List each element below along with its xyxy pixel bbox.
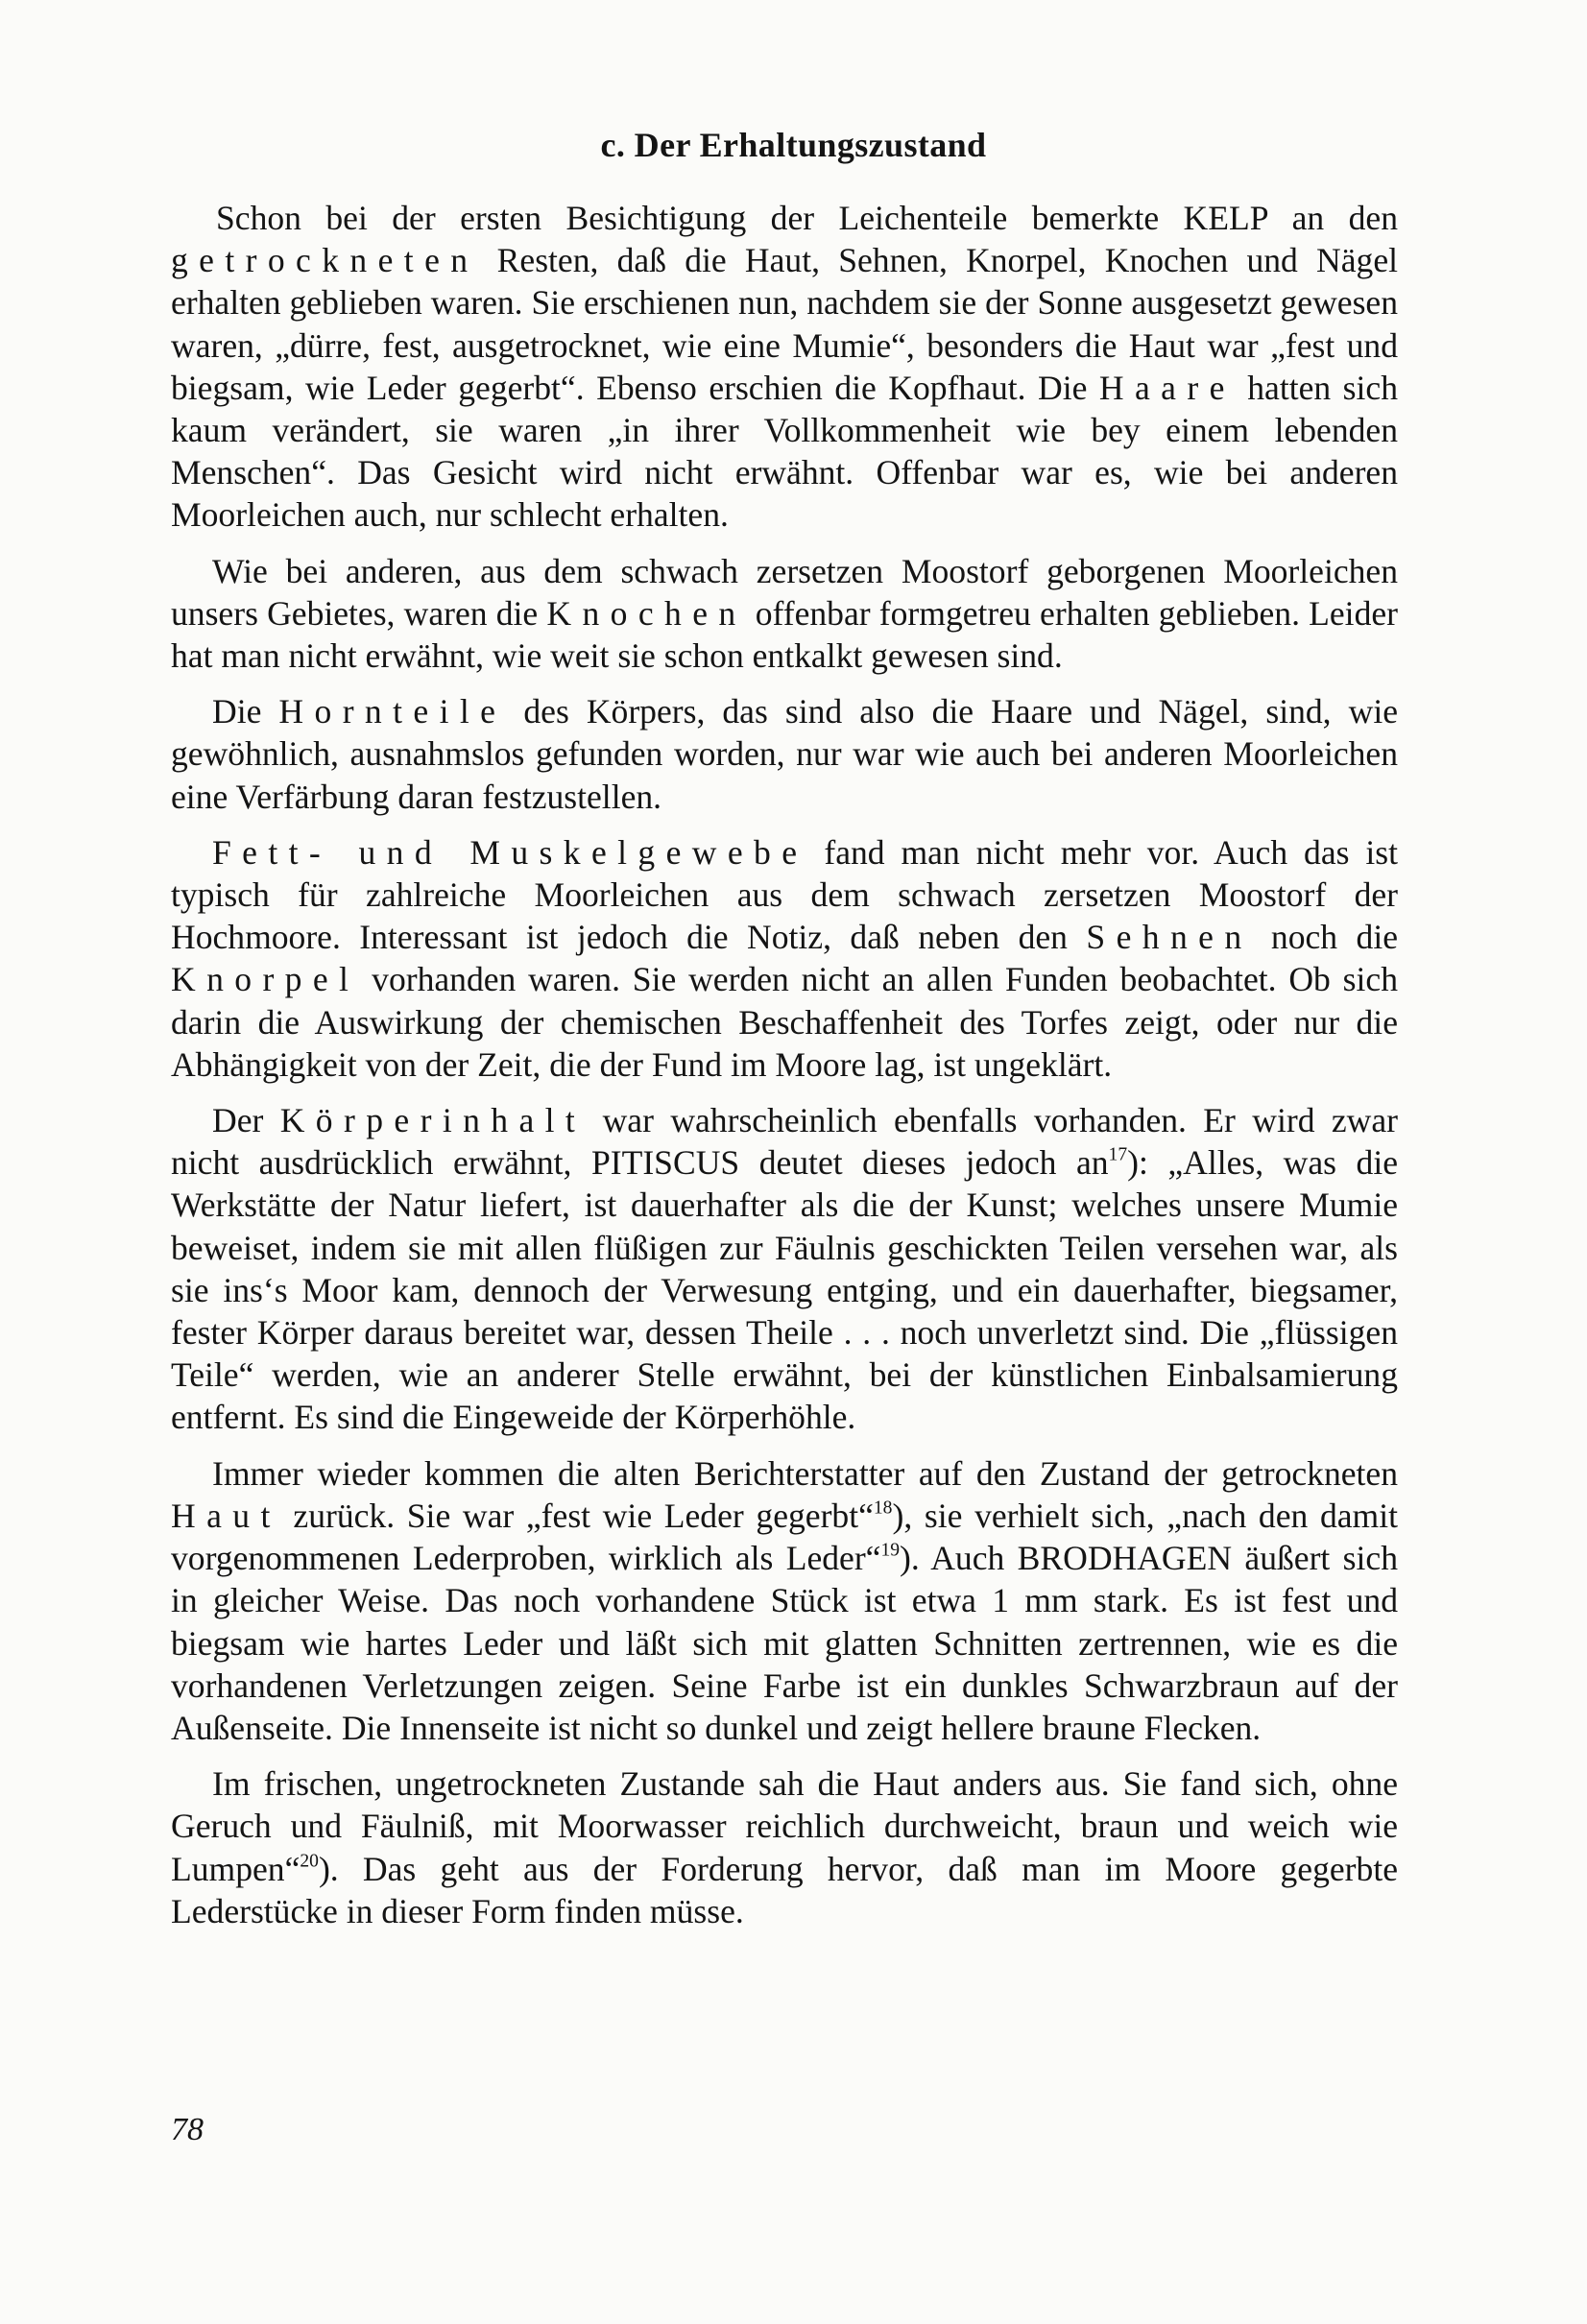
paragraph — [171, 690, 1398, 818]
page-number: 78 — [171, 2112, 204, 2147]
text-run: Der — [212, 1101, 280, 1140]
text-run: Resten, daß die Haut, Sehnen, Knorpel, Knochen und Nägel erhalten geblieben waren. Sie erschienen nun, nachdem sie der Sonne ausgesetzt gewesen waren, „dürre, fest, ausgetrocknet, wie eine Mumie“, besonders die Haut war „fest und biegsam, wie Leder gegerbt“. Ebenso erschien die Kopfhaut. Die — [171, 241, 1398, 407]
emphasized-term: Knorpel — [171, 960, 360, 999]
emphasized-term: Knochen — [546, 593, 747, 633]
text-run: ). Das geht aus der Forderung hervor, daß man im Moore gegerbte Lederstücke in dieser Form finden müsse. — [171, 1849, 1398, 1930]
footnote-marker: 17 — [1108, 1144, 1128, 1165]
emphasized-term: Hornteile — [278, 692, 507, 731]
footnote-marker: 18 — [873, 1497, 893, 1519]
text-run: Immer wieder kommen die alten Berichterstatter auf den Zustand der getrockneten — [212, 1453, 1398, 1493]
emphasized-term: Fett- und Muskelgewebe — [212, 832, 808, 872]
emphasized-term: Haare — [1098, 368, 1236, 407]
text-run: des Körpers, das sind also die Haare und Nägel, sind, wie gewöhnlich, ausnahmslos gefunden worden, nur war wie auch bei anderen Moorleichen eine Verfärbung daran festzustellen. — [171, 692, 1398, 816]
emphasized-term: getrockneten — [171, 241, 479, 280]
text-run: ). Auch BRODHAGEN äußert sich in gleicher Weise. Das noch vorhandene Stück ist etwa 1 mm stark. Es ist fest und biegsam wie hartes Leder und läßt sich mit glatten Schnitten zertrennen, wie es die vorhandenen Verletzungen zeigen. Seine Farbe ist ein dunkles Schwarzbraun auf der Außenseite. Die Innenseite ist nicht so dunkel und zeigt hellere braune Flecken. — [171, 1539, 1398, 1747]
text-run: Schon bei der ersten Besichtigung der Leichenteile bemerkte KELP an den — [216, 199, 1398, 237]
paragraph — [171, 1452, 1398, 1749]
paragraph — [171, 550, 1398, 678]
section-heading: c. Der Erhaltungszustand — [600, 126, 987, 164]
text-run: war wahrscheinlich ebenfalls vorhanden. Er wird zwar nicht ausdrücklich erwähnt, PITISCUS deutet dieses jedoch an — [171, 1101, 1398, 1183]
body-text — [171, 197, 1398, 1946]
text-run: ), sie verhielt sich, „nach den damit vorgenommenen Lederproben, wirklich als Leder“ — [171, 1496, 1398, 1578]
text-run: vorhanden waren. Sie werden nicht an allen Funden beobachtet. Ob sich darin die Auswirkung der chemischen Beschaffenheit des Torfes zeigt, oder nur die Abhängigkeit von der Zeit, die der Fund im Moore lag, ist ungeklärt. — [171, 960, 1398, 1084]
emphasized-term: Haut — [171, 1496, 281, 1535]
emphasized-term: Sehnen — [1086, 918, 1253, 957]
text-run: fand man nicht mehr vor. Auch das ist typisch für zahlreiche Moorleichen aus dem schwach zersetzen Moostorf der Hochmoore. Interessant ist jedoch die Notiz, daß neben den — [171, 832, 1398, 957]
text-run: offenbar formgetreu erhalten geblieben. Leider hat man nicht erwähnt, wie weit sie schon entkalkt gewesen sind. — [171, 593, 1398, 676]
text-run: Die — [212, 692, 279, 731]
paragraph — [171, 197, 1398, 537]
paragraph — [171, 1762, 1398, 1932]
text-run: Im frischen, ungetrockneten Zustande sah die Haut anders aus. Sie fand sich, ohne Geruch und Fäulniß, mit Moorwasser reichlich durchweicht, braun und weich wie Lumpen“ — [171, 1764, 1398, 1888]
text-run: hatten sich kaum verändert, sie waren „in ihrer Vollkommenheit wie bey einem lebenden Menschen“. Das Gesicht wird nicht erwähnt. Offenbar war es, wie bei anderen Moorleichen auch, nur schlecht erhalten. — [171, 368, 1398, 535]
footnote-marker: 20 — [300, 1850, 319, 1871]
emphasized-term: Körperinhalt — [279, 1101, 587, 1140]
text-run: Wie bei anderen, aus dem schwach zersetzen Moostorf geborgenen Moorleichen unsers Gebietes, waren die — [171, 551, 1398, 633]
paragraph — [171, 831, 1398, 1086]
footnote-marker: 19 — [880, 1540, 901, 1561]
paragraph — [171, 1099, 1398, 1439]
text-run: ): „Alles, was die Werkstätte der Natur liefert, ist dauerhafter als die der Kunst; welches unsere Mumie beweiset, indem sie mit allen flüßigen zur Fäulnis geschickten Teilen versehen war, als sie ins‘s Moor kam, dennoch der Verwesung entging, und ein dauerhafter, biegsamer, fester Körper daraus bereitet war, dessen Theile . . . noch unverletzt sind. Die „flüssigen Teile“ werden, wie an anderer Stelle erwähnt, bei der künstlichen Einbalsamierung entfernt. Es sind die Eingeweide der Körperhöhle. — [171, 1143, 1398, 1437]
text-run: noch die — [1252, 918, 1398, 957]
text-run: zurück. Sie war „fest wie Leder gegerbt“ — [280, 1496, 874, 1535]
